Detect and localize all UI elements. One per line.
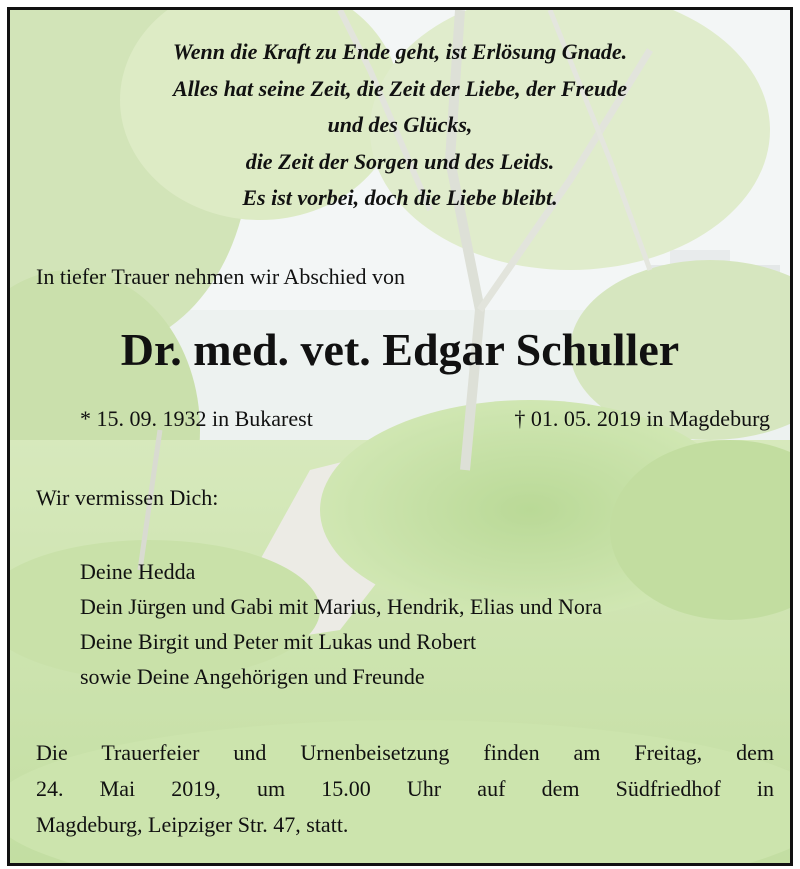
poem-line: Alles hat seine Zeit, die Zeit der Liebe, der Freude: [173, 75, 627, 101]
poem-line: und des Glücks,: [327, 112, 473, 137]
death-date: † 01. 05. 2019 in Magdeburg: [514, 406, 770, 431]
poem-line: Wenn die Kraft zu Ende geht, ist Erlösung Gnade.: [172, 39, 628, 64]
poem-line: die Zeit der Sorgen und des Leids.: [245, 148, 555, 174]
mourner-line: sowie Deine Angehörigen und Freunde: [80, 664, 425, 689]
funeral-line: Die Trauerfeier und Urnenbeisetzung finden am Freitag, dem: [36, 740, 774, 765]
miss-line: Wir vermissen Dich:: [36, 485, 219, 510]
mourner-line: Deine Birgit und Peter mit Lukas und Robert: [80, 629, 477, 654]
poem: [30, 34, 770, 217]
deceased-name: Dr. med. vet. Edgar Schuller: [120, 324, 680, 375]
notice-content: [10, 10, 790, 863]
funeral-line: 24. Mai 2019, um 15.00 Uhr auf dem Südfriedhof in: [36, 776, 774, 801]
funeral-line: Magdeburg, Leipziger Str. 47, statt.: [36, 812, 349, 837]
life-dates: [80, 406, 770, 432]
mourner-line: Dein Jürgen und Gabi mit Marius, Hendrik, Elias und Nora: [80, 594, 603, 619]
intro-text: In tiefer Trauer nehmen wir Abschied von: [36, 264, 406, 289]
obituary-notice: [7, 7, 793, 866]
mourners-list: [80, 554, 602, 694]
poem-line: Es ist vorbei, doch die Liebe bleibt.: [242, 185, 558, 210]
funeral-details: [36, 735, 774, 843]
mourner-line: Deine Hedda: [80, 559, 196, 584]
birth-date: * 15. 09. 1932 in Bukarest: [80, 406, 313, 431]
